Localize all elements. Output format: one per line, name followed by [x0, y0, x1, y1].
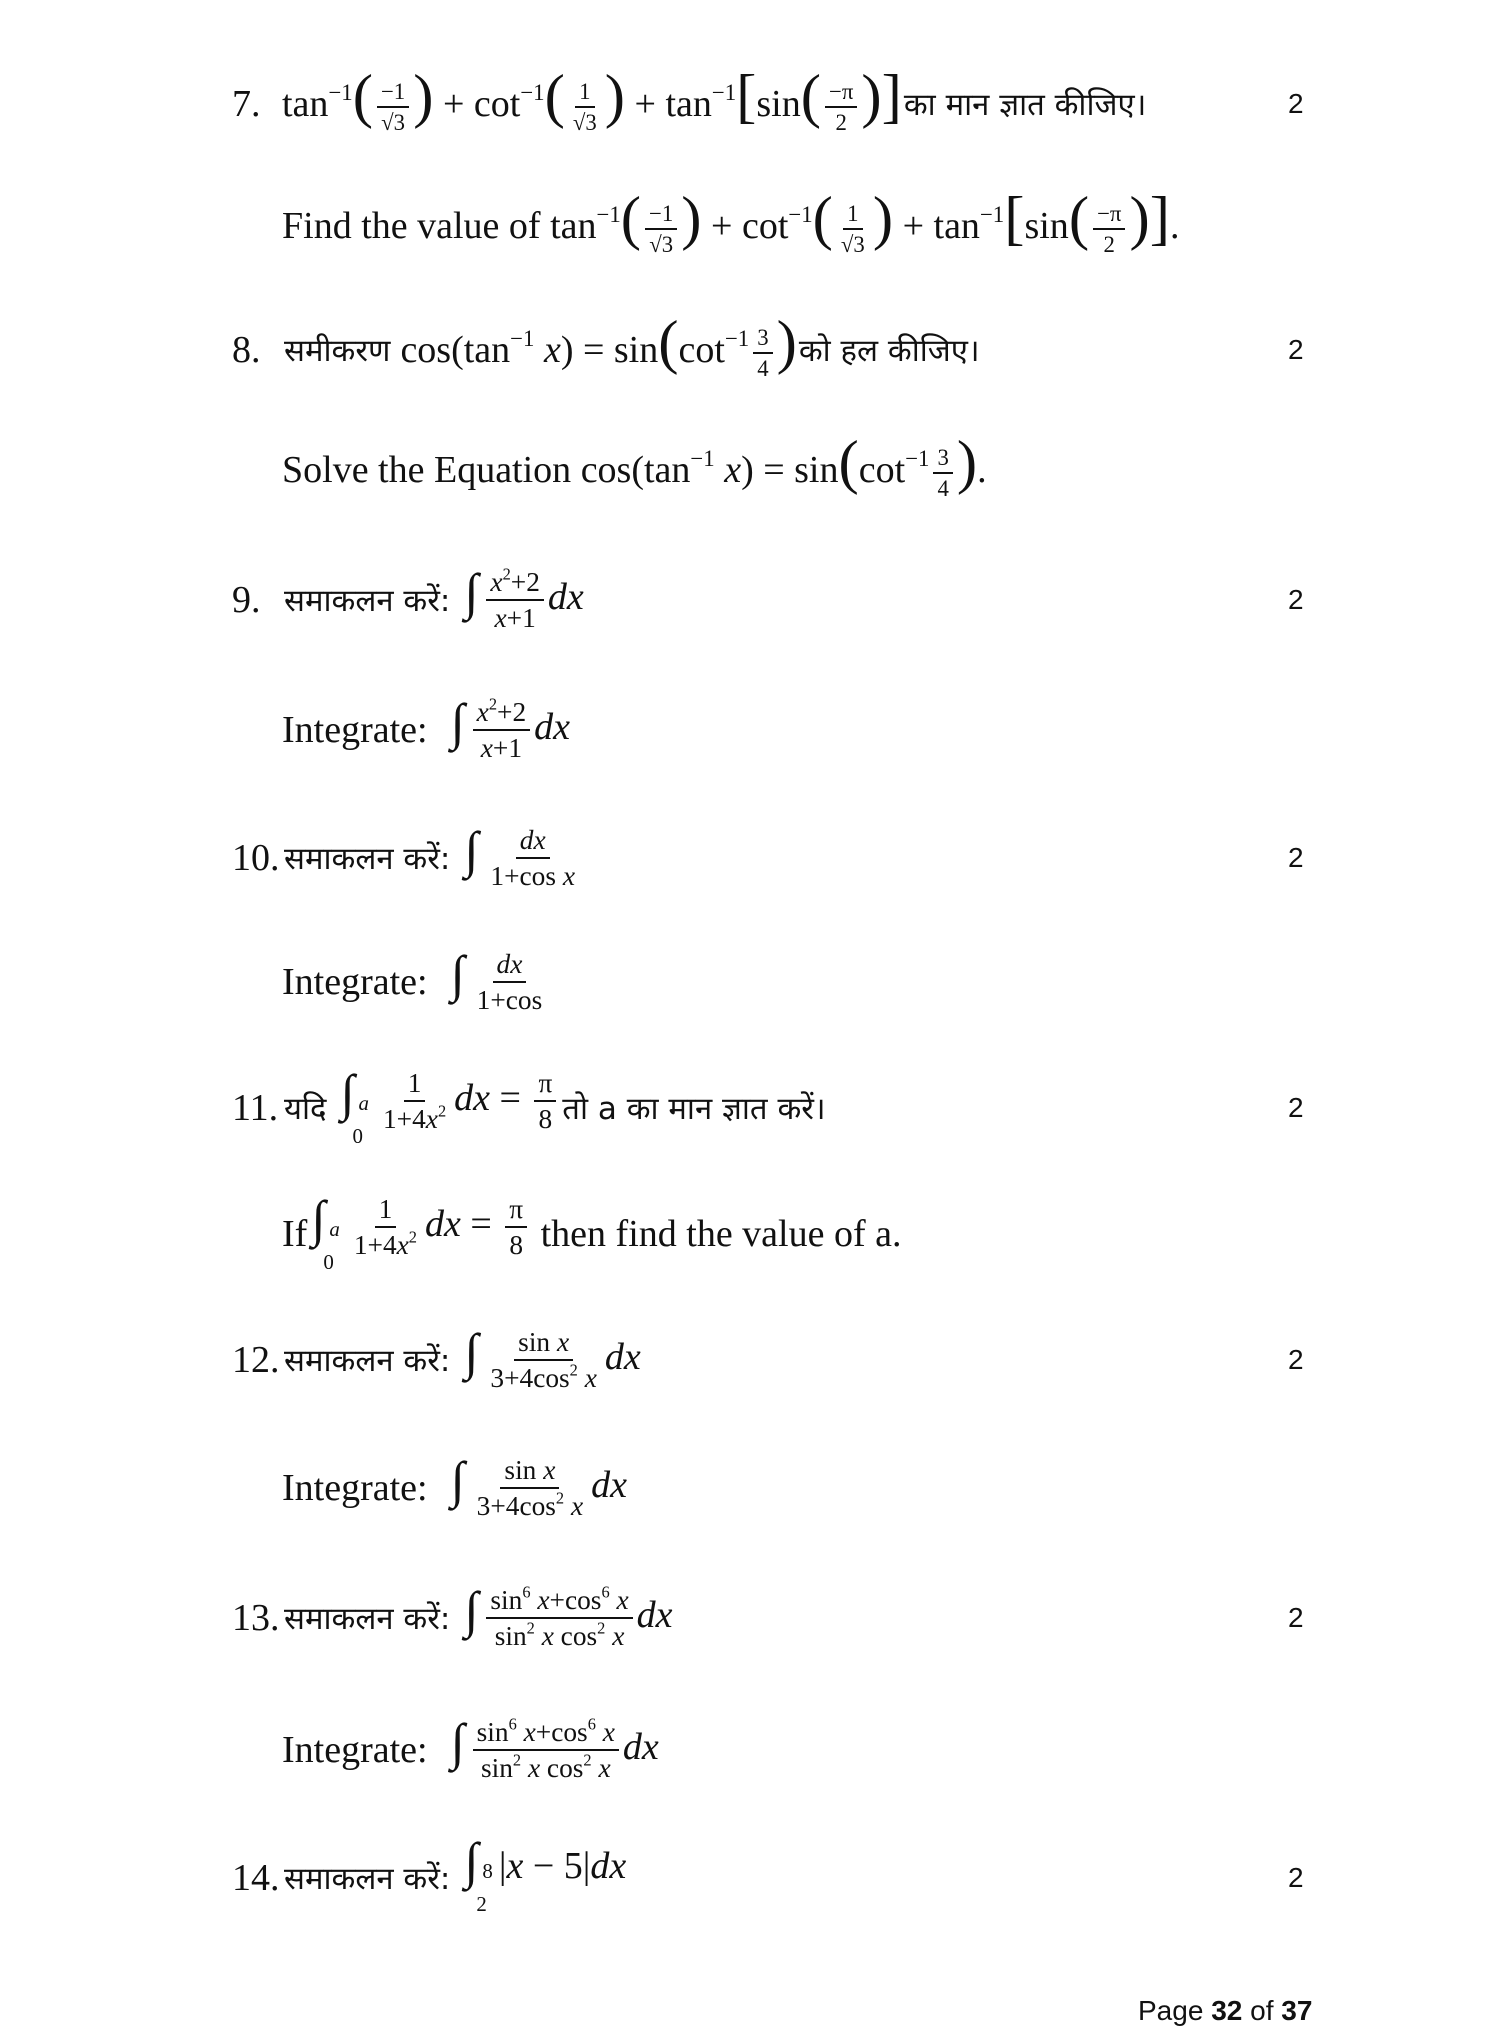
question-hindi-tail: का मान ज्ञात कीजिए। — [903, 87, 1147, 123]
question-12-english — [282, 1440, 1312, 1536]
question-hindi-lead: समाकलन करें: — [284, 841, 451, 877]
english-lead: Integrate: — [282, 1729, 428, 1771]
question-11 — [232, 1060, 1312, 1156]
question-math: ∫ $\frac{\text{sin x}}{3+4\cos^2 x}$ dx — [464, 1323, 641, 1393]
question-number: 11. — [232, 1087, 279, 1129]
question-hindi-lead: यदि — [284, 1091, 327, 1127]
question-hindi-tail: तो a का मान ज्ञात करें। — [562, 1091, 826, 1127]
question-9 — [232, 552, 1312, 648]
question-number: 7. — [232, 83, 261, 125]
question-math: ∫ $\frac{x^2+2}{x+1}$ dx — [464, 563, 584, 633]
question-number: 14. — [232, 1857, 280, 1899]
question-10-english — [282, 934, 1312, 1030]
question-math: $\cos(\tan^{-1}$ $x) = \sin(\cot^{-1}$ $\frac{3}{4}$ ). — [580, 428, 987, 502]
question-math: ∫ $\frac{\sin^6 x+\cos^6 x}{\sin^2 x \cos^2 x}$ dx — [450, 1713, 659, 1783]
question-math: ∫ a 0 $\frac{1}{1+4x^2}$ dx = $\frac{\pi}{8}$ — [336, 1068, 560, 1148]
question-hindi-lead: समीकरण — [284, 333, 391, 369]
question-hindi-lead: समाकलन करें: — [284, 583, 451, 619]
question-number: 9. — [232, 579, 261, 621]
question-math: ∫ $\frac{x^2+2}{x+1}$ dx — [450, 693, 571, 763]
question-math: ∫ $\frac{\text{sin x}}{3+4\cos^2 x}$ dx — [450, 1451, 627, 1521]
question-number: 8. — [232, 329, 261, 371]
question-14 — [232, 1830, 1312, 1926]
question-number: 10. — [232, 837, 280, 879]
question-9-english — [282, 682, 1312, 778]
page-current: 32 — [1211, 1995, 1243, 2026]
english-lead: Integrate: — [282, 961, 428, 1003]
question-hindi-lead: समाकलन करें: — [284, 1601, 451, 1637]
question-math: ∫ $\frac{dx}{1+\cos}$ — [450, 945, 543, 1015]
question-math: ∫ $\frac{\sin^6 x+\cos^6 x}{\sin^2 x \cos^2 x}$ dx — [464, 1581, 673, 1651]
question-10 — [232, 810, 1312, 906]
english-lead: If — [282, 1213, 308, 1255]
question-marks: 2 — [1288, 1344, 1304, 1375]
question-math: $\tan^{-1}$( $\frac{-1}{√3}$ ) + $\cot^{-1}$( $\frac{1}{√3}$ ) + $\tan^{-1}[\sin$( $\frac{-\pi}{2}$ )] — [282, 62, 902, 136]
question-marks: 2 — [1288, 1862, 1304, 1893]
question-12 — [232, 1312, 1312, 1408]
question-13 — [232, 1570, 1312, 1666]
question-hindi-tail: को हल कीजिए। — [798, 333, 980, 369]
english-lead: Integrate: — [282, 709, 428, 751]
page-number — [1138, 1995, 1312, 2027]
question-math: ∫ a 0 $\frac{1}{1+4x^2}$ dx = $\frac{\pi}{8}$ — [307, 1194, 531, 1274]
question-number: 13. — [232, 1597, 280, 1639]
question-marks: 2 — [1288, 1092, 1304, 1123]
page-total: 37 — [1281, 1995, 1313, 2026]
english-lead: Find the value of — [282, 205, 541, 247]
question-7 — [232, 56, 1312, 152]
question-13-english — [282, 1702, 1312, 1798]
question-marks: 2 — [1288, 334, 1304, 365]
question-marks: 2 — [1288, 1602, 1304, 1633]
question-math: $\cos(\tan^{-1}$ $x) = \sin(\cot^{-1}$ $\frac{3}{4}$ ) — [400, 308, 797, 382]
page-prefix: Page — [1138, 1995, 1204, 2026]
question-8-english — [282, 422, 1312, 518]
question-hindi-lead: समाकलन करें: — [284, 1343, 451, 1379]
question-hindi-lead: समाकलन करें: — [284, 1861, 451, 1897]
english-lead: Integrate: — [282, 1467, 428, 1509]
question-8 — [232, 302, 1312, 398]
question-marks: 2 — [1288, 584, 1304, 615]
page-of: of — [1250, 1995, 1274, 2026]
question-math: $\tan^{-1}$( $\frac{-1}{√3}$ ) + $\cot^{-1}$( $\frac{1}{√3}$ ) + $\tan^{-1}[\sin$( $\frac{-\pi}{2}$ )]. — [550, 184, 1180, 258]
question-11-english — [282, 1186, 1312, 1282]
question-number: 12. — [232, 1339, 280, 1381]
english-tail: then find the value of a. — [540, 1213, 902, 1255]
question-marks: 2 — [1288, 842, 1304, 873]
english-lead: Solve the Equation — [282, 449, 572, 491]
question-marks: 2 — [1288, 88, 1304, 119]
question-7-english — [282, 178, 1312, 274]
question-math: ∫ 8 2 |x − 5|dx — [464, 1832, 627, 1916]
question-math: ∫ $\frac{dx}{\text{1+cos x}}$ — [464, 821, 575, 891]
